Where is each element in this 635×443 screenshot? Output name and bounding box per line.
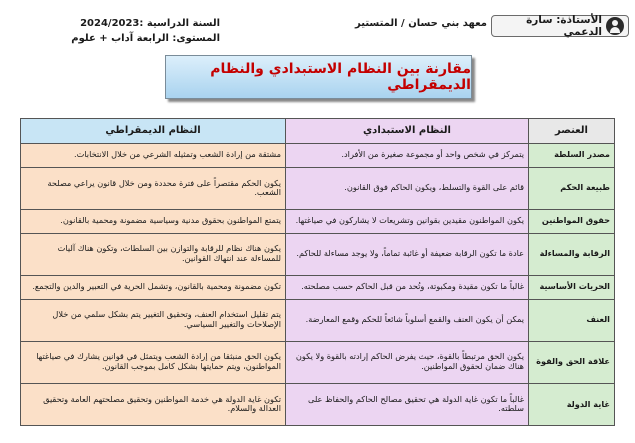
criterion-cell: غاية الدولة [529, 383, 615, 425]
authoritarian-cell: يتمركز في شخص واحد أو مجموعة صغيرة من الأفراد. [286, 144, 529, 168]
teacher-name-box [491, 15, 629, 37]
democratic-cell: يتم تقليل استخدام العنف، وتحقيق التغيير يتم بشكل سلمي من خلال الإصلاحات والتغيير السياسي. [21, 299, 286, 341]
authoritarian-cell: عادة ما تكون الرقابة ضعيفة أو غائبة تماماً، ولا يوجد مساءلة للحاكم. [286, 233, 529, 275]
person-icon [606, 17, 624, 35]
criterion-cell: مصدر السلطة [529, 144, 615, 168]
table-row [21, 167, 615, 209]
democratic-cell: يكون الحق منبثقا من إرادة الشعب ويتمثل في قوانين يشارك في صياغتها المواطنون، ويتم حمايتها بشكل كامل بموجب القانون. [21, 341, 286, 383]
table-row [21, 383, 615, 425]
table-row [21, 341, 615, 383]
criterion-cell: حقوق المواطنين [529, 209, 615, 233]
democratic-cell: تكون غاية الدولة هي خدمة المواطنين وتحقيق مصلحتهم العامة وتحقيق العدالة والسلام. [21, 383, 286, 425]
authoritarian-cell: يمكن أن يكون العنف والقمع أسلوباً شائعاً للحكم وقمع المعارضة. [286, 299, 529, 341]
authoritarian-cell: يكون الحق مرتبطاً بالقوة، حيث يفرض الحاكم إرادته بالقوة ولا يكون هناك ضمان لحقوق المواطنين. [286, 341, 529, 383]
democratic-cell: تكون مضمونة ومحمية بالقانون، وتشمل الحرية في التعبير والدين والتجمع. [21, 275, 286, 299]
authoritarian-cell: قائم على القوة والتسلط، ويكون الحاكم فوق القانون. [286, 167, 529, 209]
criterion-cell: الحريات الأساسية [529, 275, 615, 299]
table-row [21, 299, 615, 341]
header-democratic: النظام الديمقراطي [21, 119, 286, 144]
democratic-cell: مشتقة من إرادة الشعب وتمثيله الشرعي من خلال الانتخابات. [21, 144, 286, 168]
criterion-cell: العنف [529, 299, 615, 341]
democratic-cell: يتمتع المواطنون بحقوق مدنية وسياسية مضمونة ومحمية بالقانون. [21, 209, 286, 233]
institute-name: معهد بني حسان / المتستير [355, 18, 487, 29]
table-header-row [21, 119, 615, 144]
authoritarian-cell: غالباً ما تكون مقيدة ومكبوتة، وتُحد من قبل الحاكم حسب مصلحته. [286, 275, 529, 299]
criterion-cell: طبيعة الحكم [529, 167, 615, 209]
document-title [165, 55, 472, 99]
teacher-name: الأستاذة: سارة الدعمي [526, 14, 602, 38]
header-criterion: العنصر [529, 119, 615, 144]
authoritarian-cell: يكون المواطنون مقيدين بقوانين وتشريعات لا يشاركون في صياغتها. [286, 209, 529, 233]
table-row [21, 275, 615, 299]
democratic-cell: يكون هناك نظام للرقابة والتوازن بين السلطات، وتكون هناك آليات للمساءلة عند انتهاك القوانين. [21, 233, 286, 275]
table-row [21, 233, 615, 275]
table-row [21, 209, 615, 233]
title-text: مقارنة بين النظام الاستبدادي والنظام الديمقراطي [210, 61, 471, 93]
democratic-cell: يكون الحكم مقتصراً على فترة محددة ومن خلال قانون يراعي مصلحة الشعب. [21, 167, 286, 209]
class-level: المستوى: الرابعة آداب + علوم [71, 33, 220, 44]
school-year: السنة الدراسية :2024/2023 [80, 18, 220, 29]
authoritarian-cell: غالباً ما تكون غاية الدولة هي تحقيق مصالح الحاكم والحفاظ على سلطته. [286, 383, 529, 425]
criterion-cell: الرقابة والمساءلة [529, 233, 615, 275]
table-row [21, 144, 615, 168]
criterion-cell: علاقة الحق والقوة [529, 341, 615, 383]
header-authoritarian: النظام الاستبدادي [286, 119, 529, 144]
comparison-table [20, 118, 615, 426]
